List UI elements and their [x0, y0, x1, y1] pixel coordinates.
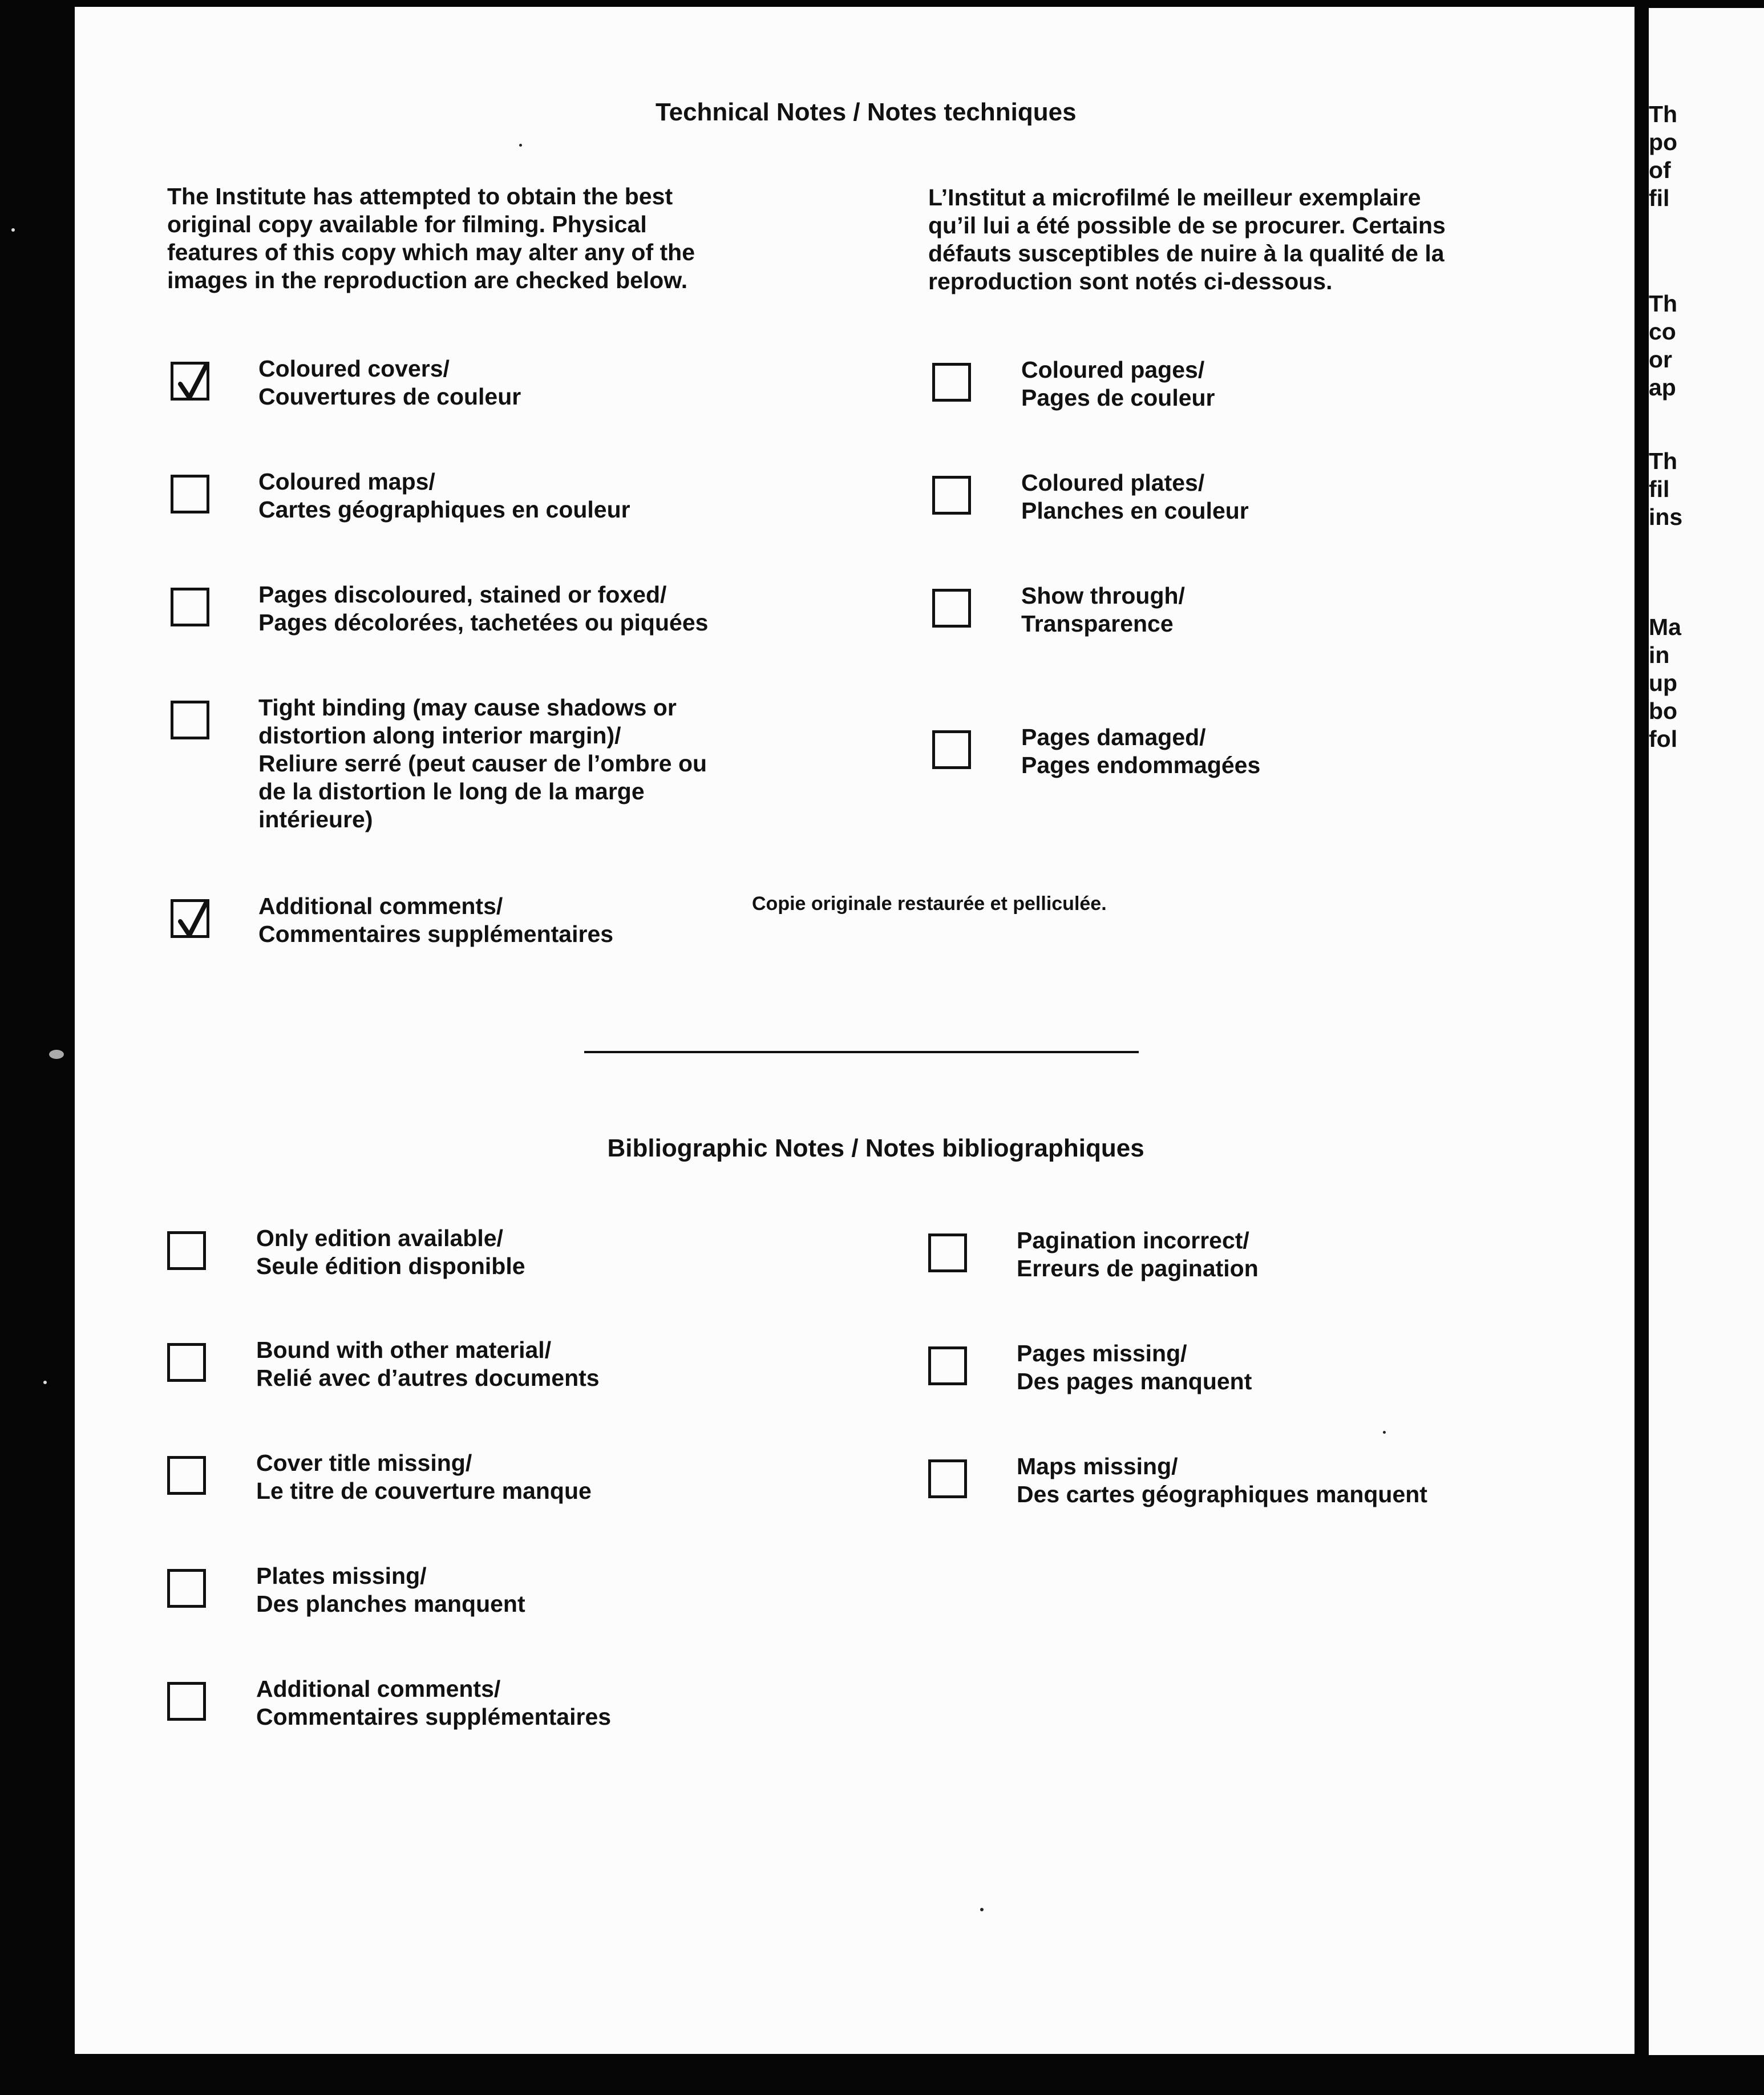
bibliographic-left-label: [256, 1336, 600, 1392]
cropped-paragraph: [1649, 290, 1763, 402]
checkbox[interactable]: [167, 1343, 206, 1382]
bibliographic-right-label: [1017, 1453, 1427, 1508]
cropped-line: Th: [1649, 101, 1678, 127]
intro-french-line: L’Institut a microfilmé le meilleur exemplaire: [928, 184, 1421, 211]
bibliographic-left-label-line: Cover title missing/: [256, 1450, 472, 1476]
technical-left-label: [258, 892, 613, 948]
cropped-line: fil: [1649, 476, 1670, 502]
speck: [519, 144, 522, 147]
cropped-line: or: [1649, 346, 1672, 373]
intro-english-line: original copy available for filming. Physical: [167, 211, 647, 237]
cropped-line: ap: [1649, 374, 1676, 401]
technical-right-label: [1021, 582, 1185, 638]
intro-french-line: reproduction sont notés ci-dessous.: [928, 268, 1333, 294]
technical-left-label-line: Coloured maps/: [258, 468, 435, 495]
checkbox[interactable]: [171, 588, 209, 626]
technical-left-label-line: Additional comments/: [258, 893, 503, 919]
checkbox[interactable]: [171, 701, 209, 739]
technical-right-label: [1021, 356, 1215, 412]
cropped-line: ins: [1649, 504, 1683, 530]
checkmark-icon: [172, 359, 213, 405]
bibliographic-right-label-line: Pagination incorrect/: [1017, 1227, 1249, 1253]
checkbox[interactable]: [932, 589, 971, 628]
technical-left-label-line: Commentaires supplémentaires: [258, 921, 614, 947]
checkbox[interactable]: [932, 730, 971, 769]
bibliographic-left-label-line: Additional comments/: [256, 1676, 501, 1702]
bibliographic-left-label-line: Bound with other material/: [256, 1337, 552, 1363]
bibliographic-left-label-line: Le titre de couverture manque: [256, 1478, 592, 1504]
cropped-line: up: [1649, 670, 1678, 696]
cropped-line: bo: [1649, 698, 1678, 724]
checkbox[interactable]: [167, 1682, 206, 1721]
section-divider: [584, 1051, 1139, 1053]
intro-english-line: images in the reproduction are checked below.: [167, 267, 688, 293]
technical-right-label-line: Pages de couleur: [1021, 385, 1215, 411]
document-page: [75, 7, 1634, 2054]
bibliographic-left-label: [256, 1562, 525, 1618]
intro-french-line: qu’il lui a été possible de se procurer. Certains: [928, 212, 1446, 238]
cropped-line: po: [1649, 129, 1678, 155]
intro-english-line: The Institute has attempted to obtain the best: [167, 183, 673, 209]
bibliographic-left-label-line: Only edition available/: [256, 1225, 503, 1251]
technical-left-label: [258, 581, 708, 637]
technical-left-label-line: distortion along interior margin)/: [258, 722, 621, 749]
technical-left-label: [258, 468, 630, 524]
checkbox[interactable]: [928, 1459, 967, 1498]
technical-left-label-line: Pages décolorées, tachetées ou piquées: [258, 609, 709, 636]
checkbox[interactable]: [932, 363, 971, 402]
technical-right-label-line: Coloured pages/: [1021, 357, 1205, 383]
checkbox[interactable]: [171, 475, 209, 513]
bibliographic-left-label: [256, 1675, 611, 1731]
bibliographic-right-label-line: Des pages manquent: [1017, 1368, 1252, 1394]
cropped-paragraph: [1649, 100, 1763, 212]
cropped-paragraph: [1649, 613, 1763, 753]
technical-left-label-line: de la distortion le long de la marge: [258, 778, 645, 804]
bibliographic-right-label: [1017, 1340, 1252, 1396]
speck: [1383, 1431, 1386, 1434]
speck: [980, 1908, 984, 1911]
bibliographic-right-label-line: Des cartes géographiques manquent: [1017, 1481, 1427, 1507]
checkbox[interactable]: [928, 1346, 967, 1385]
checkbox[interactable]: [932, 476, 971, 515]
bibliographic-left-label-line: Plates missing/: [256, 1563, 427, 1589]
intro-english-line: features of this copy which may alter any of the: [167, 239, 695, 265]
cropped-line: of: [1649, 157, 1671, 183]
speck: [11, 228, 15, 232]
bibliographic-left-label-line: Des planches manquent: [256, 1591, 525, 1617]
technical-right-label-line: Pages endommagées: [1021, 752, 1261, 778]
checkbox[interactable]: [167, 1231, 206, 1270]
cropped-line: fil: [1649, 185, 1670, 211]
technical-left-label-line: Couvertures de couleur: [258, 383, 521, 410]
cropped-line: in: [1649, 642, 1670, 668]
technical-notes-title: Technical Notes / Notes techniques: [656, 98, 1077, 126]
checkbox[interactable]: [167, 1569, 206, 1608]
bibliographic-right-label-line: Maps missing/: [1017, 1453, 1178, 1479]
bibliographic-left-label: [256, 1449, 592, 1505]
intro-french: [928, 184, 1446, 296]
additional-comment-text: Copie originale restaurée et pelliculée.: [752, 893, 1107, 915]
bibliographic-left-label-line: Relié avec d’autres documents: [256, 1365, 600, 1391]
technical-right-label-line: Planches en couleur: [1021, 498, 1249, 524]
technical-right-label: [1021, 469, 1249, 525]
cropped-line: Th: [1649, 290, 1678, 317]
technical-right-label-line: Show through/: [1021, 583, 1185, 609]
bibliographic-left-label-line: Commentaires supplémentaires: [256, 1704, 612, 1730]
technical-left-label-line: Tight binding (may cause shadows or: [258, 694, 677, 721]
bibliographic-right-label-line: Pages missing/: [1017, 1340, 1187, 1366]
bibliographic-left-label-line: Seule édition disponible: [256, 1253, 525, 1279]
cropped-line: co: [1649, 318, 1676, 345]
cropped-paragraph: [1649, 447, 1763, 531]
technical-right-label: [1021, 723, 1260, 779]
technical-right-label-line: Transparence: [1021, 610, 1174, 637]
speck: [49, 1050, 64, 1059]
cropped-line: fol: [1649, 726, 1678, 752]
checked-checkbox[interactable]: [171, 899, 209, 938]
technical-left-label-line: Reliure serré (peut causer de l’ombre ou: [258, 750, 707, 776]
technical-left-label-line: Cartes géographiques en couleur: [258, 496, 630, 523]
technical-left-label: [258, 694, 707, 834]
speck: [43, 1381, 47, 1384]
bibliographic-left-label: [256, 1224, 525, 1280]
cropped-line: Ma: [1649, 614, 1681, 640]
bibliographic-right-label-line: Erreurs de pagination: [1017, 1255, 1259, 1281]
bibliographic-right-label: [1017, 1227, 1259, 1283]
technical-right-label-line: Coloured plates/: [1021, 470, 1205, 496]
checkmark-icon: [172, 896, 213, 942]
checkbox[interactable]: [928, 1233, 967, 1272]
checkbox[interactable]: [167, 1456, 206, 1495]
technical-left-label-line: intérieure): [258, 806, 373, 832]
cropped-line: Th: [1649, 448, 1678, 474]
intro-french-line: défauts susceptibles de nuire à la qualité de la: [928, 240, 1445, 266]
bibliographic-notes-title: Bibliographic Notes / Notes bibliographiques: [607, 1134, 1144, 1162]
technical-right-label-line: Pages damaged/: [1021, 724, 1206, 750]
intro-english: [167, 183, 695, 294]
technical-left-label-line: Pages discoloured, stained or foxed/: [258, 581, 667, 608]
technical-left-label-line: Coloured covers/: [258, 355, 450, 382]
technical-left-label: [258, 355, 521, 411]
checked-checkbox[interactable]: [171, 362, 209, 401]
